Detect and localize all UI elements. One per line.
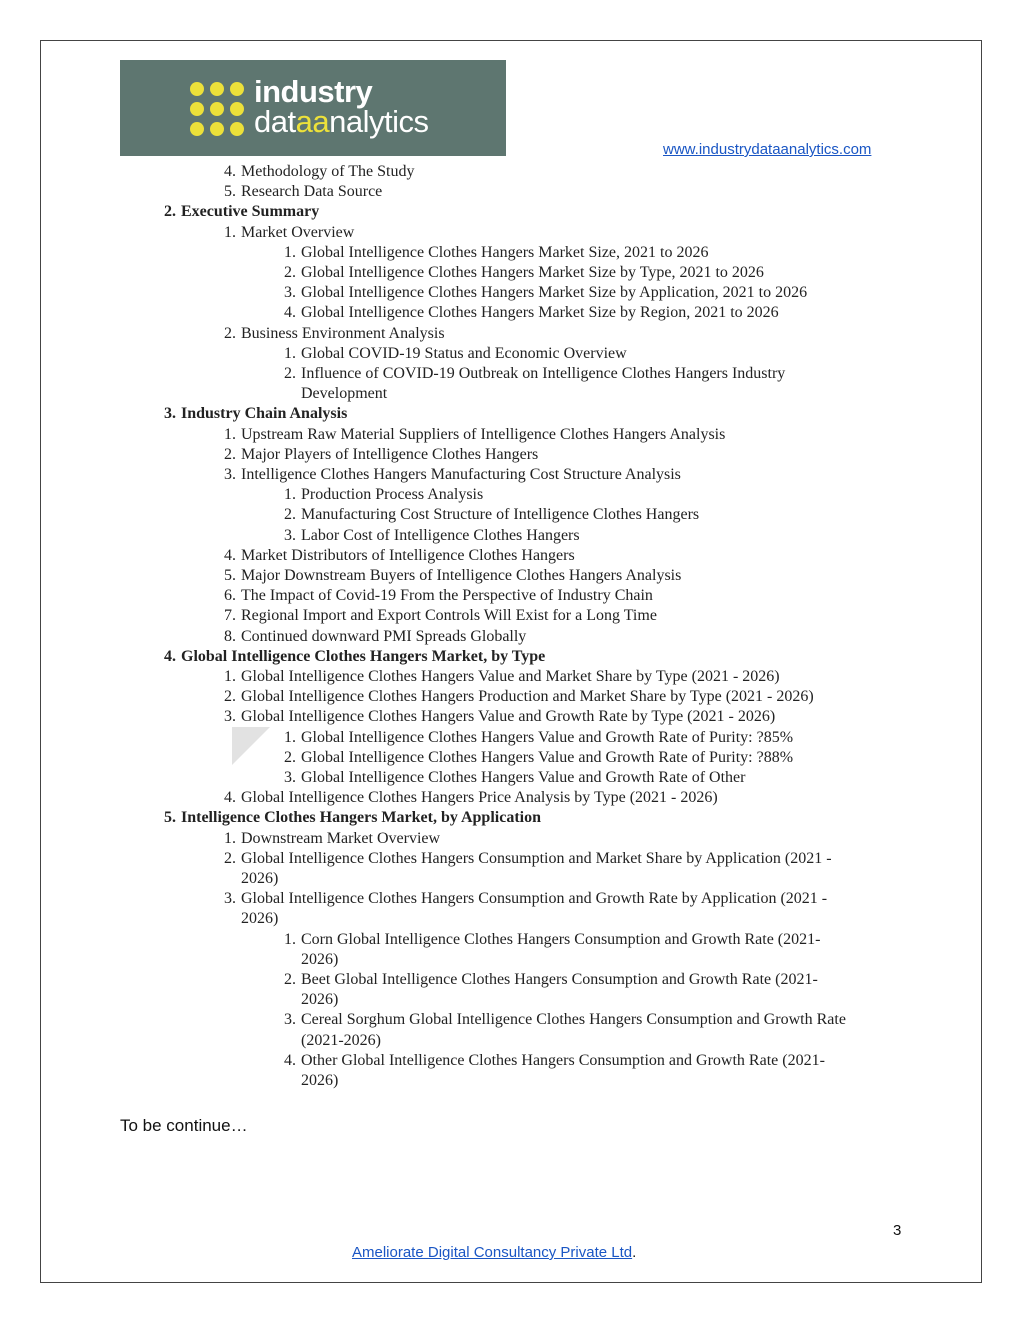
toc-entry-number: 1.	[284, 486, 296, 504]
logo-dots-icon	[190, 82, 246, 138]
toc-entry-number: 2.	[284, 264, 296, 281]
page-number: 3	[893, 1222, 902, 1239]
toc-entry-text: Global Intelligence Clothes Hangers Market Size by Type, 2021 to 2026	[301, 264, 764, 281]
toc-entry-text: Intelligence Clothes Hangers Market, by Application	[181, 809, 541, 827]
toc-entry-number: 1.	[224, 425, 236, 443]
toc-entry-text: Labor Cost of Intelligence Clothes Hangers	[301, 526, 580, 544]
toc-entry-number: 4.	[224, 546, 236, 564]
toc-entry-text: Market Distributors of Intelligence Clothes Hangers	[241, 546, 575, 564]
toc-entry-number: 1.	[224, 829, 236, 847]
toc-entry-text: Corn Global Intelligence Clothes Hangers Consumption and Growth Rate (2021-	[301, 930, 821, 948]
toc-entry-number: 3.	[284, 526, 296, 544]
toc-entry-number: 2.	[164, 203, 176, 221]
footer	[352, 1244, 636, 1261]
toc-entry-number: 8.	[224, 627, 236, 645]
toc-entry-number: 1.	[224, 223, 236, 241]
toc-entry-number: 3.	[284, 769, 296, 786]
toc-entry-text: Regional Import and Export Controls Will Exist for a Long Time	[241, 607, 657, 625]
toc-entry-text: Global Intelligence Clothes Hangers Market Size, 2021 to 2026	[301, 243, 709, 261]
toc-entry-text: Business Environment Analysis	[241, 324, 445, 342]
toc-entry-text: Global Intelligence Clothes Hangers Value and Growth Rate of Purity: ?85%	[301, 728, 794, 746]
toc-entry-number: 2.	[284, 506, 296, 524]
toc-entry-text: Influence of COVID-19 Outbreak on Intelligence Clothes Hangers Industry	[301, 365, 786, 382]
toc-entry-text: (2021-2026)	[301, 1031, 381, 1049]
toc-entry-text: Global Intelligence Clothes Hangers Consumption and Growth Rate by Application (2021 -	[241, 890, 828, 908]
toc-entry-text: Upstream Raw Material Suppliers of Intelligence Clothes Hangers Analysis	[241, 425, 726, 443]
toc-entry-text: Global Intelligence Clothes Hangers Market Size by Region, 2021 to 2026	[301, 304, 779, 322]
toc-entry-text: 2026)	[301, 1072, 339, 1089]
toc-entry-number: 4.	[284, 1051, 296, 1069]
toc-entry-number: 5.	[164, 809, 176, 827]
toc-entry-text: 2026)	[301, 991, 339, 1009]
toc-entry-text: Global Intelligence Clothes Hangers Market Size by Application, 2021 to 2026	[301, 284, 808, 302]
toc-entry-text: Downstream Market Overview	[241, 829, 441, 847]
toc-entry-text: Major Players of Intelligence Clothes Hangers	[241, 445, 539, 463]
toc-entry-text: Development	[301, 385, 388, 403]
toc-entry-number: 3.	[224, 708, 236, 726]
toc-entry-number: 3.	[284, 1011, 296, 1029]
toc-entry-text: Global Intelligence Clothes Hangers Value and Market Share by Type (2021 - 2026)	[241, 668, 780, 685]
toc-entry-text: Market Overview	[241, 223, 355, 241]
footer-period: .	[632, 1244, 637, 1261]
toc-entry-text: Global Intelligence Clothes Hangers Market, by Type	[181, 647, 546, 665]
toc-entry-text: Global Intelligence Clothes Hangers Price Analysis by Type (2021 - 2026)	[241, 789, 718, 807]
toc-entry-text: Global Intelligence Clothes Hangers Consumption and Market Share by Application (2021 -	[241, 849, 832, 867]
toc-entry-number: 3.	[224, 890, 236, 908]
toc-entry-number: 7.	[224, 607, 236, 625]
toc-entry-number: 5.	[224, 183, 236, 201]
toc-entry-text: 2026)	[241, 870, 279, 887]
toc-entry-number: 3.	[224, 466, 236, 483]
logo-word-dataanalytics: dataanalytics	[254, 104, 429, 139]
toc-entry-number: 1.	[224, 668, 236, 685]
toc-entry-number: 1.	[284, 930, 296, 948]
toc-entry-number: 4.	[224, 163, 236, 180]
toc-entry-number: 4.	[284, 304, 296, 322]
toc-entry-number: 2.	[224, 445, 236, 463]
toc-entry-number: 2.	[284, 971, 296, 988]
toc-entry-number: 2.	[284, 748, 296, 766]
continue-note: To be continue…	[120, 1116, 248, 1135]
company-logo	[120, 60, 506, 156]
toc-entry-text: Manufacturing Cost Structure of Intelligence Clothes Hangers	[301, 506, 700, 524]
website-link[interactable]: www.industrydataanalytics.com	[663, 141, 872, 158]
toc-entry-number: 2.	[224, 324, 236, 342]
toc-entry-number: 1.	[284, 344, 296, 362]
toc-entry-text: Global Intelligence Clothes Hangers Value and Growth Rate of Purity: ?88%	[301, 748, 794, 766]
toc-entry-text: Cereal Sorghum Global Intelligence Clothes Hangers Consumption and Growth Rate	[301, 1011, 846, 1029]
toc-entry-text: Global Intelligence Clothes Hangers Production and Market Share by Type (2021 - 2026)	[241, 688, 814, 706]
toc-entry-text: Production Process Analysis	[301, 486, 484, 504]
toc-entry-number: 2.	[284, 365, 296, 382]
page-fold-decoration	[232, 727, 270, 765]
toc-entry-text: Intelligence Clothes Hangers Manufacturing Cost Structure Analysis	[241, 466, 681, 483]
toc-entry-text: 2026)	[241, 910, 279, 928]
toc-entry-text: Global COVID-19 Status and Economic Overview	[301, 344, 627, 362]
toc-entry-number: 1.	[284, 243, 296, 261]
toc-entry-text: Global Intelligence Clothes Hangers Value and Growth Rate of Other	[301, 769, 746, 786]
toc-entry-text: Research Data Source	[241, 183, 383, 201]
logo-word-industry: industry	[254, 74, 373, 109]
toc-entry-number: 1.	[284, 728, 296, 746]
toc-entry-text: 2026)	[301, 950, 339, 968]
toc-entry-text: Methodology of The Study	[241, 163, 415, 180]
toc-entry-number: 4.	[164, 647, 176, 665]
toc-entry-text: Major Downstream Buyers of Intelligence Clothes Hangers Analysis	[241, 567, 682, 584]
toc-entry-text: Global Intelligence Clothes Hangers Value and Growth Rate by Type (2021 - 2026)	[241, 708, 776, 726]
toc-entry-number: 2.	[224, 688, 236, 706]
toc-entry-text: Executive Summary	[181, 203, 320, 221]
toc-entry-number: 3.	[284, 284, 296, 302]
footer-company-link[interactable]: Ameliorate Digital Consultancy Private Ltd	[352, 1244, 633, 1261]
toc-entry-text: Industry Chain Analysis	[181, 405, 348, 423]
toc-entry-text: Beet Global Intelligence Clothes Hangers Consumption and Growth Rate (2021-	[301, 971, 818, 988]
toc-entry-number: 4.	[224, 789, 236, 807]
toc-entry-number: 6.	[224, 587, 236, 605]
toc-entry-number: 3.	[164, 405, 176, 423]
toc-entry-text: The Impact of Covid-19 From the Perspective of Industry Chain	[241, 587, 653, 605]
toc-entry-text: Other Global Intelligence Clothes Hangers Consumption and Growth Rate (2021-	[301, 1051, 825, 1069]
toc-entry-number: 5.	[224, 567, 236, 584]
toc-entry-number: 2.	[224, 849, 236, 867]
toc-entry-text: Continued downward PMI Spreads Globally	[241, 627, 527, 645]
